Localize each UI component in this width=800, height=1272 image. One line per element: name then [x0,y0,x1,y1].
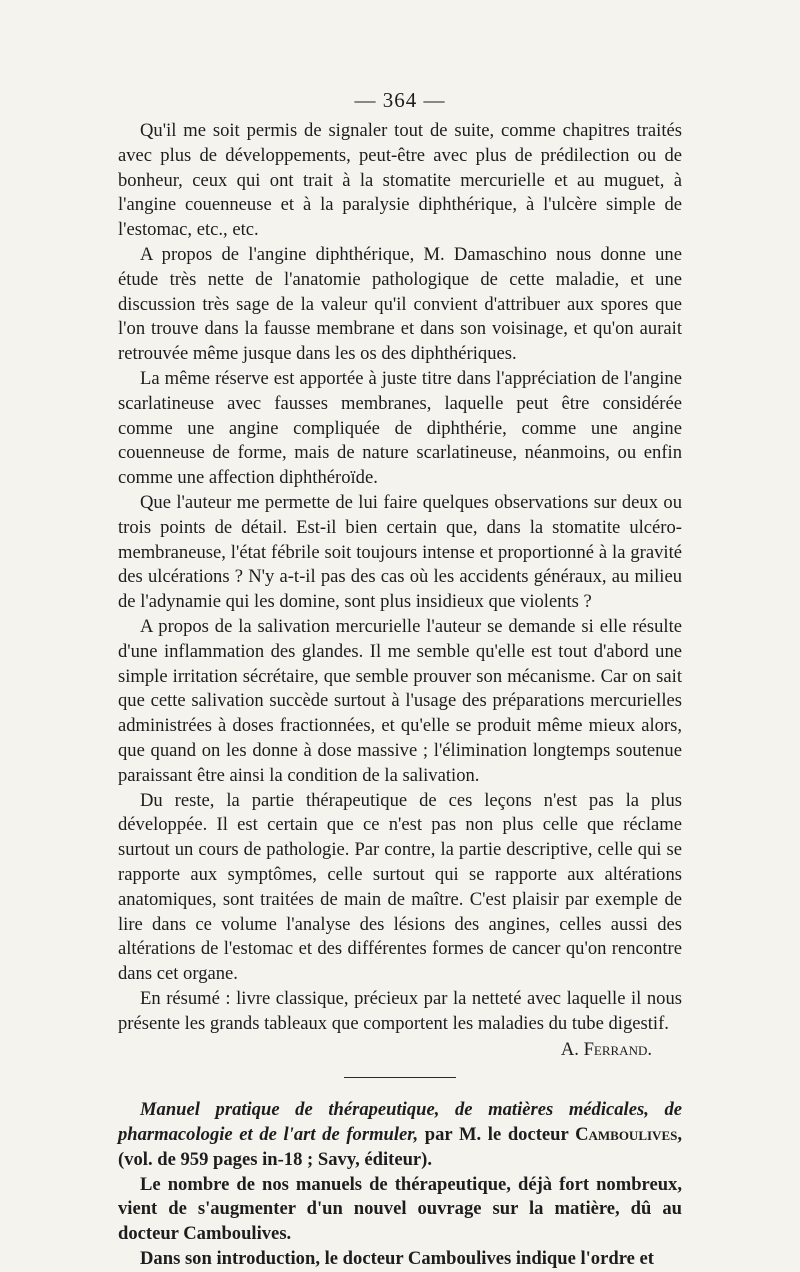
paragraph: Que l'auteur me permette de lui faire quelques observations sur deux ou trois points de détail. Est-il bien certain que, dans la stomatite ulcéro-membraneuse, l'état fébrile soit toujours intense et proportionné à la gravité des ulcérations ? N'y a-t-il pas des cas où les accidents généraux, au milieu de l'adynamie qui les domine, sont plus insidieux que violents ? [118,491,682,613]
paragraph: Du reste, la partie thérapeutique de ces leçons n'est pas la plus développée. Il est certain que ce n'est pas non plus celle que réclame surtout un cours de pathologie. Par contre, la partie descriptive, celle qui se rapporte aux symptômes, celle surtout qui se rapporte aux altérations anatomiques, sont traitées de main de maître. C'est plaisir par exemple de lire dans ce volume l'analyse des lésions des angines, celles aussi des altérations de l'estomac et des différentes formes de cancer qu'on rencontre dans cet organe. [118,789,682,985]
book-author: Camboulives [575,1124,678,1146]
paragraph: Qu'il me soit permis de signaler tout de suite, comme chapitres traités avec plus de développements, peut-être avec plus de prédilection ou de bonheur, ceux qui ont trait à la stomatite mercurielle et au muguet, à l'angine couenneuse et à la paralysie diphthérique, à l'ulcère simple de l'estomac, etc., etc. [118,120,682,241]
paragraph: A propos de l'angine diphthérique, M. Damaschino nous donne une étude très nette de l'anatomie pathologique de cette maladie, et une discussion très sage de la valeur qu'il convient d'attribuer aux spores que l'on trouve dans la fausse membrane et dans son voisinage, et qu'on aurait retrouvée même jusque dans les os des diphthériques. [118,243,682,365]
document-page [118,88,682,1272]
section-divider [344,1077,456,1078]
page-number: — 364 — [354,88,446,112]
review-paragraph: Le nombre de nos manuels de thérapeutique, déjà fort nombreux, vient de s'augmenter d'un nouvel ouvrage sur la matière, dû au docteur Camboulives. [118,1173,682,1245]
signature-name: Ferrand. [583,1039,652,1061]
signature-initial: A. [560,1039,579,1061]
author-signature [118,1038,682,1063]
book-by: par M. le docteur [418,1124,576,1146]
book-title: Manuel pratique de thérapeutique, de matières médicales, de pharmacologie et de l'art de formuler, [118,1099,682,1146]
paragraph: La même réserve est apportée à juste titre dans l'appréciation de l'angine scarlatineuse avec fausses membranes, laquelle peut être considérée comme une angine compliquée de diphthérie, comme une angine couenneuse de forme, mais de nature scarlatineuse, néanmoins, ou enfin comme une affection diphthéroïde. [118,367,682,489]
review-paragraph: Dans son introduction, le docteur Camboulives indique l'ordre et [140,1248,654,1270]
book-details: , (vol. de 959 pages in-18 ; Savy, éditeur). [118,1124,682,1170]
paragraph: A propos de la salivation mercurielle l'auteur se demande si elle résulte d'une inflammation des glandes. Il me semble qu'elle est tout d'abord une simple irritation sécrétaire, que semble prouver son mécanisme. Car on sait que cette salivation succède surtout à l'usage des préparations mercurielles administrées à doses fractionnées, et qu'elle se produit même mieux alors, que quand on les donne à dose massive ; l'élimination longtemps soutenue paraissant être ainsi la condition de la salivation. [118,615,682,786]
review-heading [118,1098,682,1172]
paragraph: En résumé : livre classique, précieux par la netteté avec laquelle il nous présente les grands tableaux que comportent les maladies du tube digestif. [118,987,682,1034]
